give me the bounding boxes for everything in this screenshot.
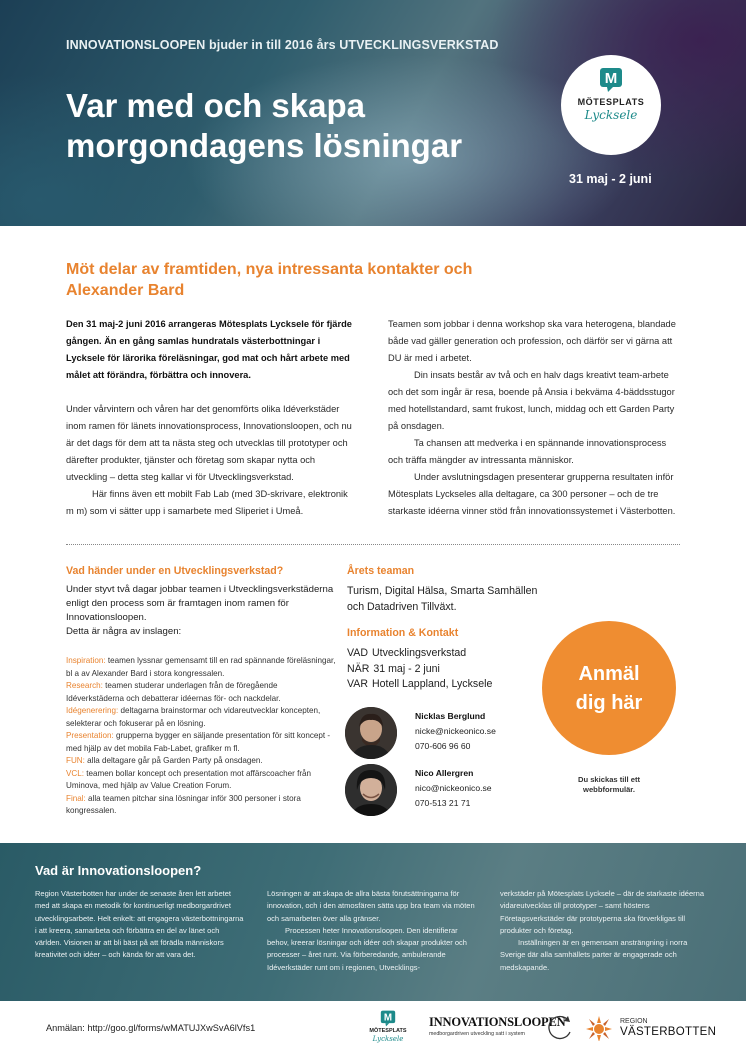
step-text: alla teamen pitchar sina lösningar inför 300 personer i stora kongressalen. xyxy=(66,793,301,815)
intro-paragraph-1: Under vårvintern och våren har det genomförts olika Idéverkstäder inom ramen för länets innovationsprocess, Innovationsloopen, och nu är det dags för dem att ta nästa steg och utvecklas till prototyper och därefter produkter, tjänster och företag som skapar nytta och utveckling – detta steg kallar vi för Utvecklingsverkstad. xyxy=(66,404,352,482)
band-title: Vad är Innovationsloopen? xyxy=(35,863,202,878)
info-title: Information & Kontakt xyxy=(347,627,459,639)
band-paragraph-1: Region Västerbotten har under de senaste åren lett arbetet med att skapa en metodik för kontinuerligt medborgardrivet utvecklingsarbete. Helt enkelt: att engagera västerbottningarna i att kreera, samarbeta och förbättra en del av länet och världen. Visionen är att bli bäst på att förädla människors kreativitet och idéer – och kända för att vara det. xyxy=(35,889,244,960)
contact-phone[interactable]: 070-513 21 71 xyxy=(415,798,471,808)
hero-title-line2: morgondagens lösningar xyxy=(66,127,463,164)
step-label: Final: xyxy=(66,793,86,803)
intro-paragraph-6: Under avslutningsdagen presenterar grupperna resultaten inför Mötesplats Lyckseles alla deltagare, ca 300 personer – och de tre starkaste idéerna vinner stöd från innovationssystemet i Västerbotten. xyxy=(388,472,676,516)
register-note-line2: webbformulär. xyxy=(583,785,635,794)
contact-phone[interactable]: 070-606 96 60 xyxy=(415,741,471,751)
info-key: VAD xyxy=(347,647,368,659)
step-text: alla deltagare går på Garden Party på onsdagen. xyxy=(84,756,263,765)
contact-email[interactable]: nicke@nickeonico.se xyxy=(415,726,496,736)
step-text: grupperna bygger en säljande presentation för sitt koncept - med hjälp av det mobila Fab-Labet, grafiker m fl. xyxy=(66,731,331,753)
intro-lead: Den 31 maj-2 juni 2016 arrangeras Mötesplats Lycksele för fjärde gången. Än en gång samlas hundratals västerbottningar i Lycksele för lärorika föreläsningar, god mat och hårt arbete med målet att förändra, förbättra och innovera. xyxy=(66,319,352,380)
workshop-steps xyxy=(66,655,336,818)
band-paragraph-4: verkstäder på Mötesplats Lycksele – där de starkaste idéerna vidareutvecklas till prototyper – samt höstens Företagsverkstäder där prototyperna ska förverkligas till produkter och företag. xyxy=(500,889,704,935)
register-note-line1: Du skickas till ett xyxy=(577,775,641,784)
contact-email[interactable]: nico@nickeonico.se xyxy=(415,783,492,793)
intro-paragraph-4: Din insats består av två och en halv dags kreativt team-arbete och det som ingår är resa, boende på Ansia i bekväma 4-bäddsstugor med hotellstandard, samt frukost, lunch, middag och ett Garden Party på onsdagen. xyxy=(388,370,675,431)
band-column-2 xyxy=(267,888,477,974)
step-label: Presentation: xyxy=(66,731,114,740)
list-item xyxy=(66,793,336,818)
list-item xyxy=(66,755,336,768)
intro-title: Möt delar av framtiden, nya intressanta kontakter och Alexander Bard xyxy=(66,261,473,299)
logo-mark-letter: M xyxy=(604,70,618,87)
footer-logo4-name: VÄSTERBOTTEN xyxy=(620,1026,717,1038)
list-item xyxy=(66,730,336,755)
intro-paragraph-5: Ta chansen att medverka i en spännande innovationsprocess och träffa mängder av intressanta människor. xyxy=(388,438,667,465)
footer-logo-name: MÖTESPLATS xyxy=(369,1028,407,1034)
section-divider xyxy=(66,544,680,545)
speech-bubble-m-icon xyxy=(599,67,623,93)
footer-logo-place: Lycksele xyxy=(372,1035,404,1043)
band-paragraph-2: Lösningen är att skapa de allra bästa förutsättningarna för innovation, och i den atmosfären sätta upp bra team via möten och samarbeten över alla gränser. xyxy=(267,889,475,923)
speech-bubble-m-icon xyxy=(380,1010,396,1027)
hero-dates: 31 maj - 2 juni xyxy=(569,172,652,186)
contact-name: Nico Allergren xyxy=(415,768,474,778)
register-button-line2: dig här xyxy=(575,692,643,714)
footer-logo4-region: REGION xyxy=(620,1018,648,1025)
hero-kicker: INNOVATIONSLOOPEN bjuder in till 2016 års UTVECKLINGSVERKSTAD xyxy=(66,38,499,52)
step-label: VCL: xyxy=(66,768,84,778)
loop-circle-icon xyxy=(546,1014,574,1042)
hero-title-line1: Var med och skapa xyxy=(66,87,365,124)
hero-title xyxy=(66,86,462,166)
step-label: FUN: xyxy=(66,756,85,765)
band-column-1 xyxy=(35,888,245,962)
band-paragraph-5: Inställningen är en gemensam ansträngning i norra Sverige där alla samhällets parter är engagerade och medskapande. xyxy=(500,938,688,972)
register-button-line1: Anmäl xyxy=(578,663,640,685)
logo-name: MÖTESPLATS xyxy=(577,97,645,107)
intro-paragraph-2: Här finns även ett mobilt Fab Lab (med 3D-skrivare, elektronik m m) som vi sätter upp i samarbete med Sliperiet i Umeå. xyxy=(66,489,348,516)
avatar xyxy=(345,764,397,816)
info-value: Utvecklingsverkstad xyxy=(372,647,467,659)
intro-paragraph-3: Teamen som jobbar i denna workshop ska vara heterogena, blandade både vad gäller generation och profession, och därför ser vi gärna att DU är med i arbetet. xyxy=(388,319,676,363)
workshop-intro-text-2: Detta är några av inslagen: xyxy=(66,626,182,637)
person-portrait-icon xyxy=(345,764,397,816)
step-label: Research: xyxy=(66,681,103,690)
contact-name: Nicklas Berglund xyxy=(415,711,486,721)
motesplats-logo xyxy=(561,55,661,155)
hero-banner xyxy=(0,0,746,226)
step-label: Inspiration: xyxy=(66,656,106,665)
list-item xyxy=(66,705,336,730)
footer-logo-mark-letter: M xyxy=(383,1012,393,1024)
info-value: Hotell Lappland, Lycksele xyxy=(372,678,493,690)
logo-place: Lycksele xyxy=(584,108,638,122)
list-item xyxy=(66,768,336,793)
themes-line-2: och Datadriven Tillväxt. xyxy=(347,600,457,613)
step-text: deltagarna brainstormar och vidareutvecklar koncepten, selekterar och fokuserar på en lösning. xyxy=(66,706,321,728)
workshop-title: Vad händer under en Utvecklingsverkstad? xyxy=(66,565,284,577)
footer-logo2-title: INNOVATIONSLOOPEN xyxy=(429,1015,566,1029)
workshop-intro-text: Under styvt två dagar jobbar teamen i Utvecklingsverkstäderna enligt den process som är framtagen inom ramen för Innovationsloopen. xyxy=(66,584,334,623)
info-value: 31 maj - 2 juni xyxy=(373,662,440,675)
list-item xyxy=(66,680,336,705)
step-text: teamen lyssnar gemensamt till en rad spännande föreläsningar, bl a av Alexander Bard i stora kongressalen. xyxy=(66,656,336,678)
list-item xyxy=(66,655,336,680)
register-note xyxy=(542,775,676,795)
step-label: Idégenerering: xyxy=(66,706,119,715)
avatar xyxy=(345,707,397,759)
band-paragraph-3: Processen heter Innovationsloopen. Den identifierar behov, kreerar lösningar och idéer och skapar produkter och processer – året runt. Via förberedande, ambulerande Idéverkstäder runt om i regionen, Utvecklings- xyxy=(267,925,467,972)
intro-column-right xyxy=(388,316,680,520)
registration-link[interactable]: Anmälan: http://goo.gl/forms/wMATUJXwSvA6lVfs1 xyxy=(46,1023,256,1033)
themes-title: Årets teaman xyxy=(347,565,415,577)
info-rows xyxy=(347,646,492,693)
info-key: VAR xyxy=(347,678,368,690)
register-button[interactable] xyxy=(542,621,676,755)
themes-line-1: Turism, Digital Hälsa, Smarta Samhällen xyxy=(347,585,538,597)
footer-motesplats-logo xyxy=(368,1010,408,1046)
innovationsloopen-band xyxy=(0,843,746,1001)
themes-text xyxy=(347,584,547,615)
workshop-intro xyxy=(66,583,336,639)
sun-icon xyxy=(585,1015,613,1041)
band-column-3 xyxy=(500,888,710,974)
person-portrait-icon xyxy=(345,707,397,759)
footer-logo2-subtitle: medborgardriven utveckling satt i system xyxy=(429,1031,525,1037)
footer-innovationsloopen-logo xyxy=(429,1015,565,1037)
info-row-when xyxy=(347,662,492,678)
step-text: teamen studerar underlagen från de föregående Idéverkstäderna och debatterar idéernas för- och nackdelar. xyxy=(66,681,281,703)
info-row-where xyxy=(347,677,492,693)
info-key: NÄR xyxy=(347,662,370,675)
step-text: teamen bollar koncept och presentation mot affärscoacher från Uminova, med hjälp av Value Creation Forum. xyxy=(66,768,312,790)
intro-column-left xyxy=(66,316,358,520)
info-row-what xyxy=(347,646,492,662)
